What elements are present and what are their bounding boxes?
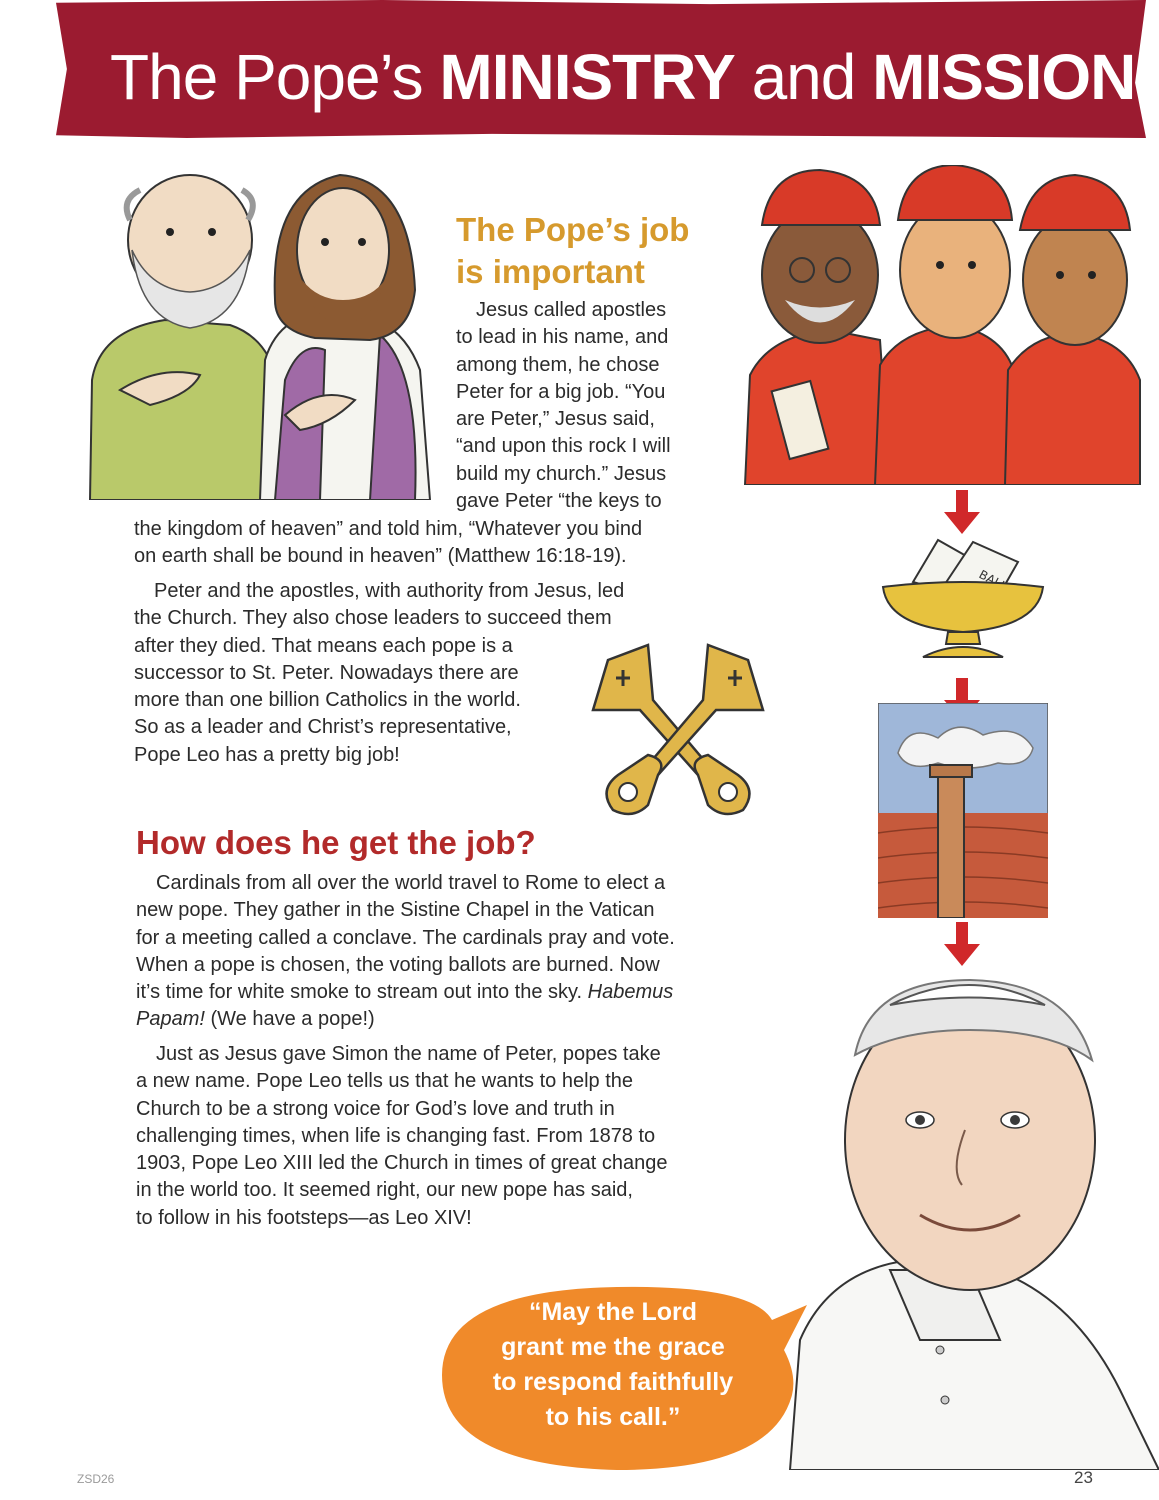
section-heading-get-job: How does he get the job?: [136, 824, 536, 861]
paragraph-apostles: Jesus called apostles to lead in his name, and among them, he chose Peter for a big job. “You are Peter,” Jesus said, “and upon this rock I will build my church.” Jesus gave Peter “the keys to: [456, 299, 671, 513]
peter-and-jesus-illustration: [70, 160, 440, 500]
cardinals-illustration: [740, 165, 1145, 485]
arrow-down-icon: [942, 922, 982, 966]
arrow-down-icon: [942, 490, 982, 534]
publication-code: ZSD26: [77, 1472, 115, 1486]
section-heading-job-important: The Pope’s job is important: [456, 211, 690, 290]
white-smoke-chimney-illustration: [878, 703, 1048, 918]
paragraph-apostles-continued: the kingdom of heaven” and told him, “Whatever you bind on earth shall be bound in heaven” (Matthew 16:18-19).: [134, 518, 643, 568]
page-number: 23: [1074, 1468, 1093, 1487]
paragraph-new-name: Just as Jesus gave Simon the name of Peter, popes take a new name. Pope Leo tells us that he wants to help the Church to be a strong voice for God’s love and truth in challenging times, when life is changing fast. From 1878 to 1903, Pope Leo XIII led the Church in times of great change in the world too. It seemed right, our new pope has said, to follow in his footsteps—as Leo XIV!: [136, 1043, 668, 1229]
paragraph-conclave: Cardinals from all over the world travel to Rome to elect a new pope. They gather in the Sistine Chapel in the Vatican for a meeting called a conclave. The cardinals pray and vote. When a pope is chosen, the voting ballots are burned. Now it’s time for white smoke to stream out into the sky. Habemus Papam! (We have a pope!): [136, 872, 675, 1031]
crossed-keys-icon: [578, 640, 778, 820]
page-title: The Pope’s MINISTRY and MISSION: [110, 41, 1136, 113]
pope-leo-portrait: [770, 970, 1159, 1470]
pope-quote: “May the Lord grant me the grace to respond faithfully to his call.”: [492, 1298, 734, 1431]
paragraph-successor: Peter and the apostles, with authority from Jesus, led the Church. They also chose leaders to succeed them after they died. That means each pope is a successor to St. Peter. Nowadays there are more than one billion Catholics in the world. So as a leader and Christ’s representative, Pope Leo has a pretty big job!: [134, 580, 625, 766]
ballot-bowl-illustration: [878, 532, 1048, 662]
